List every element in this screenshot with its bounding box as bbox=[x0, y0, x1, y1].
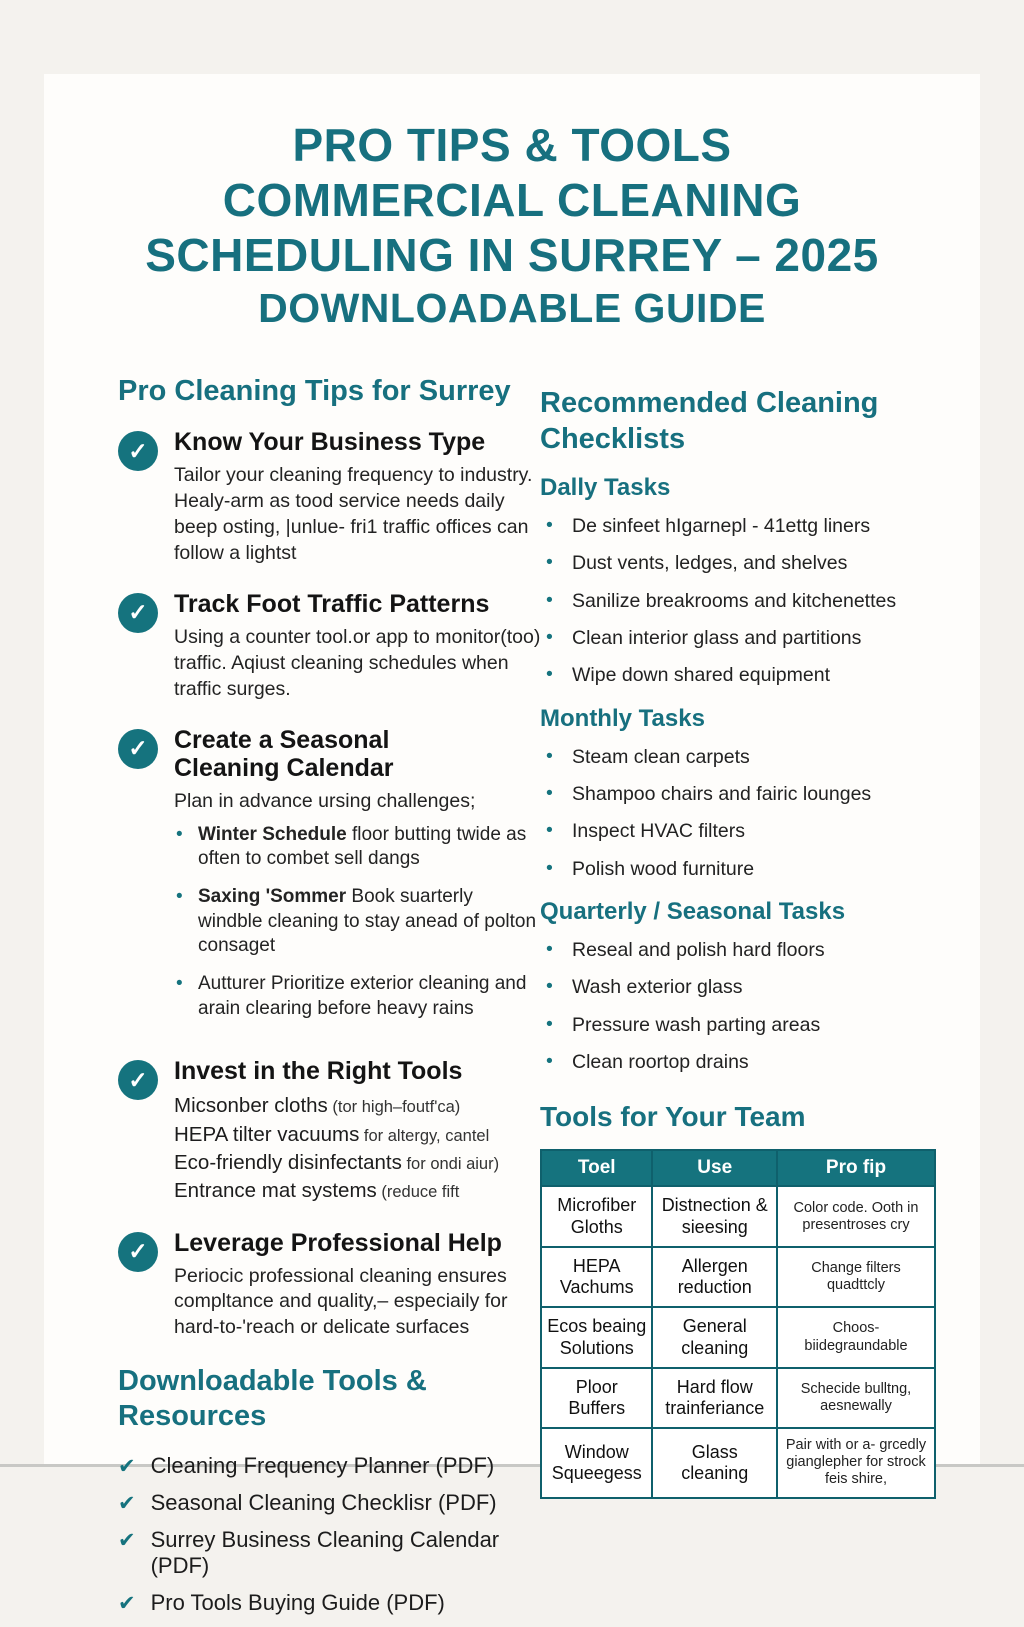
tool-name: Micsonber cloths bbox=[174, 1094, 328, 1118]
tip-heading: Create a Seasonal Cleaning Calendar bbox=[174, 725, 394, 782]
list-item bbox=[540, 938, 938, 963]
seasonal-bullets bbox=[174, 823, 542, 1022]
check-icon: ✔ bbox=[118, 1454, 136, 1478]
monthly-tasks-list bbox=[540, 745, 938, 882]
cell-tool: HEPA Vachums bbox=[541, 1247, 652, 1307]
download-label: Pro Tools Buying Guide (PDF) bbox=[150, 1589, 445, 1615]
tip-heading: Track Foot Traffic Patterns bbox=[174, 589, 490, 618]
cell-tip: Schecide bulltng, aesnewally bbox=[777, 1368, 935, 1428]
check-circle-icon bbox=[118, 1060, 158, 1100]
bullet-icon: • bbox=[546, 856, 553, 879]
col-header-use: Use bbox=[652, 1150, 777, 1186]
tip-right-tools bbox=[118, 1057, 542, 1205]
bullet-icon: • bbox=[546, 744, 553, 767]
tools-for-team-heading: Tools for Your Team bbox=[540, 1101, 806, 1133]
check-glyph: ✓ bbox=[128, 735, 148, 762]
item-text: Clean interior glass and partitions bbox=[572, 626, 862, 649]
cell-tip: Choos- biidegraundable bbox=[777, 1307, 935, 1367]
download-label: Surrey Business Cleaning Calendar (PDF) bbox=[150, 1526, 500, 1578]
check-glyph: ✓ bbox=[128, 1066, 148, 1093]
list-item bbox=[540, 745, 938, 770]
left-column bbox=[118, 374, 542, 1627]
item-text: Reseal and polish hard floors bbox=[572, 939, 825, 961]
tip-intro: Plan in advance ursing challenges; bbox=[174, 789, 476, 812]
tip-heading: Know Your Business Type bbox=[174, 428, 486, 457]
list-item bbox=[540, 975, 938, 1000]
seasonal-bullet bbox=[176, 972, 542, 1021]
tip-professional-help bbox=[118, 1229, 542, 1342]
list-item bbox=[540, 857, 938, 882]
cell-tip: Change filters quadttcly bbox=[777, 1247, 935, 1307]
check-icon: ✔ bbox=[118, 1491, 136, 1515]
item-text: Clean roortop drains bbox=[572, 1051, 749, 1074]
bullet-text: Autturer Prioritize exterior cleaning and arain clearing before heavy rains bbox=[198, 973, 527, 1019]
downloads-heading: Downloadable Tools & Resources bbox=[118, 1365, 427, 1432]
item-text: Steam clean carpets bbox=[572, 745, 750, 768]
download-item bbox=[118, 1490, 542, 1516]
table-row bbox=[541, 1186, 935, 1246]
item-text: Shampoo chairs and fairic lounges bbox=[572, 782, 872, 805]
daily-tasks-list bbox=[540, 514, 938, 689]
col-header-protip: Pro fip bbox=[777, 1150, 935, 1186]
pro-tips-heading: Pro Cleaning Tips for Surrey bbox=[118, 375, 511, 407]
item-text: Sanilize breakrooms and kitchenettes bbox=[572, 589, 897, 612]
list-item bbox=[540, 1050, 938, 1075]
bullet-text: floor butting twide as often to combet sell dangs bbox=[198, 823, 527, 870]
item-text: Inspect HVAC filters bbox=[572, 820, 746, 843]
bullet-text: Book suarterly windble cleaning to stay anead of polton consaget bbox=[198, 885, 537, 957]
bullet-icon: • bbox=[176, 823, 183, 845]
tool-line bbox=[174, 1149, 542, 1177]
list-item bbox=[540, 589, 938, 614]
check-circle-icon bbox=[118, 729, 158, 769]
download-item bbox=[118, 1453, 542, 1479]
check-icon: ✔ bbox=[118, 1528, 136, 1552]
table-row bbox=[541, 1368, 935, 1428]
list-item bbox=[540, 551, 938, 576]
tool-note: (reduce fift bbox=[376, 1183, 460, 1202]
cell-tool: Microfiber Gloths bbox=[541, 1186, 652, 1246]
tool-line bbox=[174, 1177, 542, 1205]
tip-heading: Invest in the Right Tools bbox=[174, 1057, 463, 1086]
bullet-bold: Saxing 'Sommer bbox=[198, 885, 347, 907]
item-text: Dust vents, ledges, and shelves bbox=[572, 552, 848, 575]
list-item bbox=[540, 626, 938, 651]
title-line-1: PRO TIPS & TOOLS bbox=[292, 119, 732, 171]
daily-tasks-title: Dally Tasks bbox=[540, 473, 671, 501]
bullet-icon: • bbox=[546, 781, 553, 804]
tools-table bbox=[540, 1149, 936, 1498]
tip-heading: Leverage Professional Help bbox=[174, 1228, 502, 1257]
download-label: Seasonal Cleaning Checklisr (PDF) bbox=[150, 1489, 497, 1515]
check-glyph: ✓ bbox=[128, 599, 148, 626]
list-item bbox=[540, 1013, 938, 1038]
cell-tool: Ploor Buffers bbox=[541, 1368, 652, 1428]
tip-seasonal-calendar bbox=[118, 726, 542, 1035]
table-row bbox=[541, 1247, 935, 1307]
tool-name: Eco-friendly disinfectants bbox=[174, 1150, 402, 1174]
quarterly-tasks-title: Quarterly / Seasonal Tasks bbox=[540, 898, 846, 925]
list-item bbox=[540, 514, 938, 539]
cell-tool: Ecos beaing Solutions bbox=[541, 1307, 652, 1367]
title-block bbox=[0, 118, 1024, 333]
cell-use: Hard flow trainferiance bbox=[652, 1368, 777, 1428]
check-circle-icon bbox=[118, 1232, 158, 1272]
bullet-icon: • bbox=[176, 973, 183, 995]
title-line-4: DOWNLOADABLE GUIDE bbox=[258, 284, 766, 331]
item-text: Polish wood furniture bbox=[572, 857, 755, 880]
tip-body: Using a counter tool.or app to monitor(too) traffic. Aqiust cleaning schedules when traffic surges. bbox=[174, 625, 541, 700]
item-text: Pressure wash parting areas bbox=[572, 1013, 821, 1036]
monthly-tasks-title: Monthly Tasks bbox=[540, 704, 705, 732]
list-item bbox=[540, 819, 938, 844]
table-row bbox=[541, 1428, 935, 1497]
checklists-heading: Recommended Cleaning Checklists bbox=[540, 387, 879, 455]
bullet-icon: • bbox=[546, 1050, 553, 1073]
check-glyph: ✓ bbox=[128, 1238, 148, 1265]
item-text: De sinfeet hIgarnepl - 41ettg liners bbox=[572, 514, 871, 537]
check-glyph: ✓ bbox=[128, 437, 148, 464]
cell-tip: Pair with or a- grcedly gianglepher for strock feis shire, bbox=[777, 1428, 935, 1497]
quarterly-tasks-list bbox=[540, 938, 938, 1075]
tip-body: Periocic professional cleaning ensures compltance and quality,– especiaily for hard-to-'reach or delicate surfaces bbox=[174, 1264, 508, 1339]
bullet-icon: • bbox=[546, 588, 553, 611]
bullet-icon: • bbox=[546, 551, 553, 574]
bullet-icon: • bbox=[546, 663, 553, 686]
cell-use: General cleaning bbox=[652, 1307, 777, 1367]
item-text: Wipe down shared equipment bbox=[572, 664, 830, 687]
tool-note: for altergy, cantel bbox=[359, 1126, 490, 1145]
right-column bbox=[540, 386, 938, 1499]
table-row bbox=[541, 1307, 935, 1367]
tool-name: Entrance mat systems bbox=[174, 1179, 377, 1203]
list-item bbox=[540, 663, 938, 688]
bullet-icon: • bbox=[546, 938, 553, 960]
col-header-tool: Toel bbox=[541, 1150, 652, 1186]
tip-know-business-type bbox=[118, 428, 542, 567]
bullet-icon: • bbox=[546, 819, 553, 842]
download-item bbox=[118, 1590, 542, 1616]
seasonal-bullet bbox=[176, 885, 542, 959]
bullet-icon: • bbox=[546, 625, 553, 648]
tool-line bbox=[174, 1121, 542, 1149]
title-line-3: SCHEDULING IN SURREY – 2025 bbox=[145, 229, 879, 282]
bullet-icon: • bbox=[546, 975, 553, 998]
bullet-icon: • bbox=[546, 1012, 553, 1035]
cell-tip: Color code. Ooth in presentroses cry bbox=[777, 1186, 935, 1246]
download-item bbox=[118, 1527, 542, 1579]
bullet-bold: Winter Schedule bbox=[198, 823, 347, 845]
check-icon: ✔ bbox=[118, 1591, 136, 1615]
check-circle-icon bbox=[118, 431, 158, 471]
bullet-icon: • bbox=[176, 885, 183, 907]
cell-tool: Window Squeegess bbox=[541, 1428, 652, 1497]
tip-track-foot-traffic bbox=[118, 590, 542, 703]
tool-note: (tor high–foutf'ca) bbox=[327, 1098, 461, 1117]
cell-use: Allergen reduction bbox=[652, 1247, 777, 1307]
tool-note: for ondi aiur) bbox=[401, 1154, 500, 1173]
download-label: Cleaning Frequency Planner (PDF) bbox=[150, 1452, 495, 1478]
list-item bbox=[540, 782, 938, 807]
cell-use: Distnection & sieesing bbox=[652, 1186, 777, 1246]
table-header-row bbox=[541, 1150, 935, 1186]
bullet-icon: • bbox=[546, 513, 553, 536]
check-circle-icon bbox=[118, 593, 158, 633]
seasonal-bullet bbox=[176, 823, 542, 872]
item-text: Wash exterior glass bbox=[572, 976, 743, 999]
cell-use: Glass cleaning bbox=[652, 1428, 777, 1497]
tip-body: Tailor your cleaning frequency to industry. Healy-arm as tood service needs daily beep osting, |unlue- fri1 traffic offices can follow a lightst bbox=[174, 464, 533, 564]
tool-name: HEPA tilter vacuums bbox=[174, 1122, 360, 1146]
tool-line bbox=[174, 1092, 542, 1120]
title-line-2: COMMERCIAL CLEANING bbox=[222, 174, 802, 227]
